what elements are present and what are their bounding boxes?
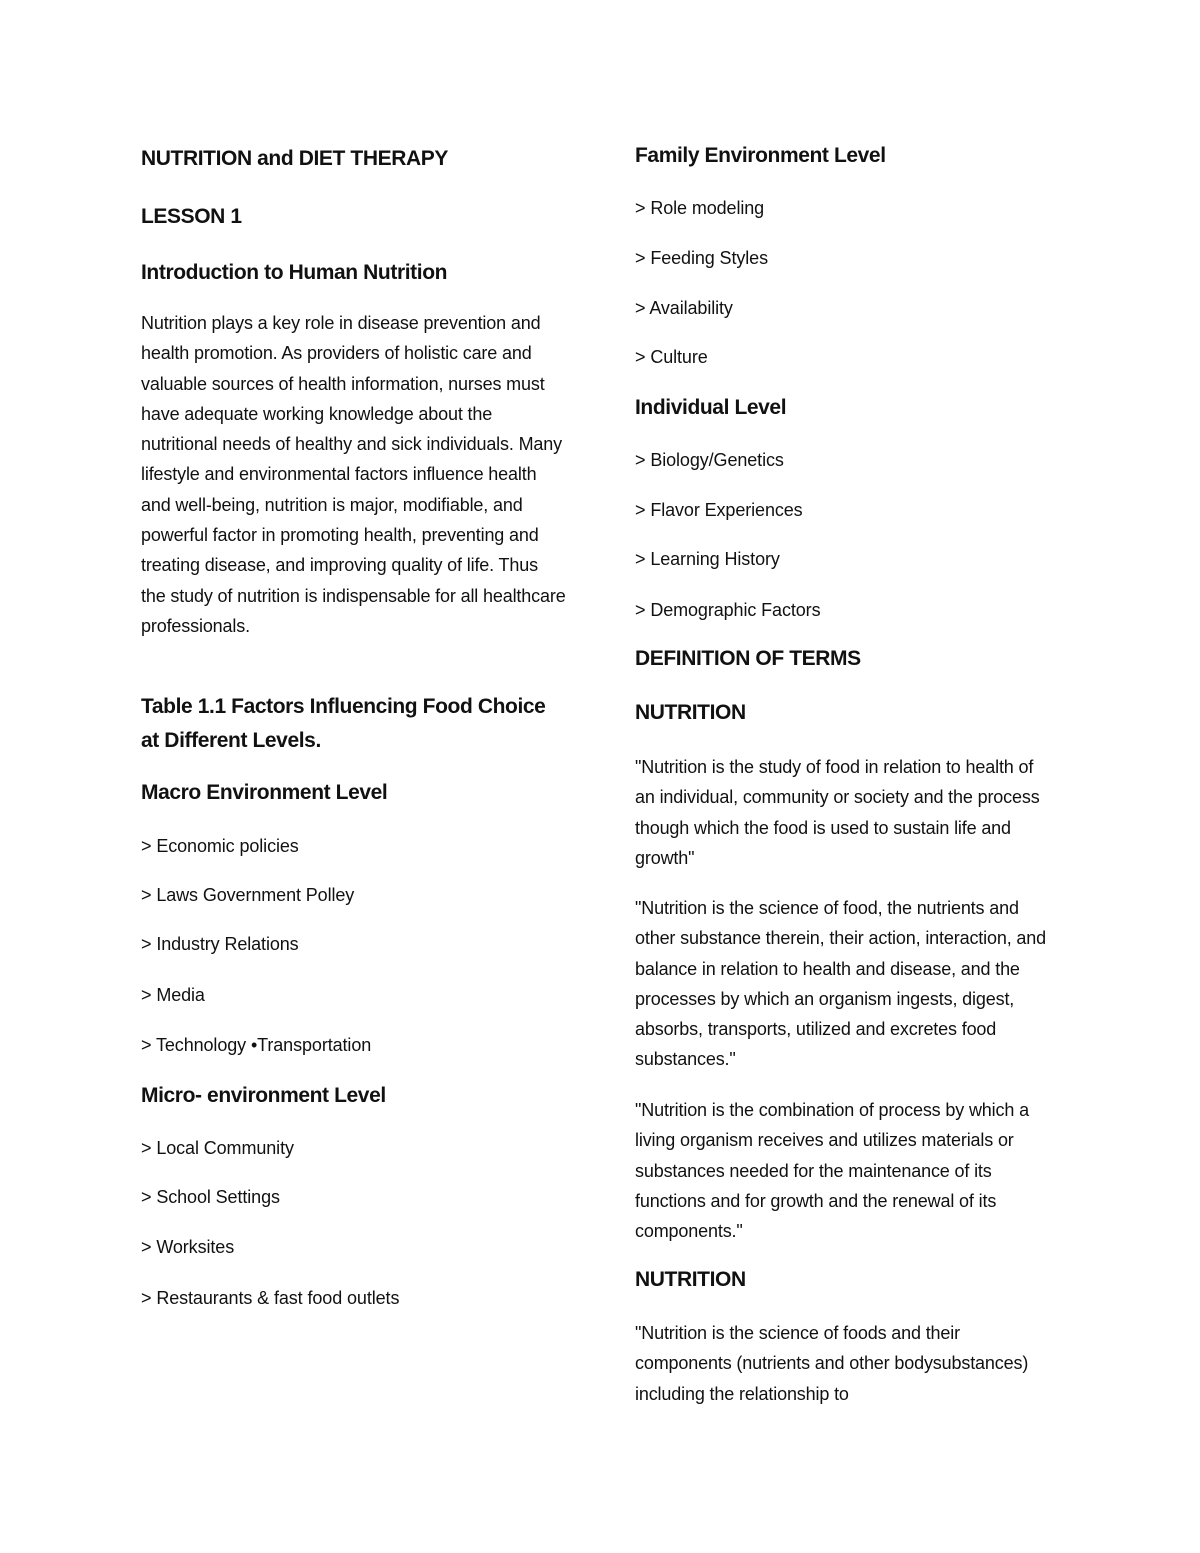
intro-heading: Introduction to Human Nutrition bbox=[141, 261, 448, 284]
family-item: > Availability bbox=[635, 298, 733, 318]
macro-item: > Laws Government Polley bbox=[141, 885, 355, 905]
nutrition-heading: NUTRITION bbox=[635, 1268, 746, 1291]
family-item: > Culture bbox=[635, 347, 708, 367]
intro-paragraph: Nutrition plays a key role in disease prevention and health promotion. As providers of holistic care and valuable sources of health information, nurses must have adequate working knowledge about the nutritional needs of healthy and sick individuals. Many lifestyle and environmental factors influence health and well-being, nutrition is major, modifiable, and powerful factor in promoting health, preventing and treating disease, and improving quality of life. Thus the study of nutrition is indispensable for all healthcare professionals. bbox=[141, 313, 566, 636]
micro-item: > Local Community bbox=[141, 1138, 294, 1158]
lesson-label: LESSON 1 bbox=[141, 205, 242, 228]
individual-item: > Learning History bbox=[635, 549, 780, 569]
macro-item: > Economic policies bbox=[141, 836, 299, 856]
document-title: NUTRITION and DIET THERAPY bbox=[141, 147, 448, 170]
definition-paragraph: "Nutrition is the science of foods and their components (nutrients and other bodysubstances) including the relationship to bbox=[635, 1323, 1029, 1404]
micro-item: > Restaurants & fast food outlets bbox=[141, 1288, 400, 1308]
definition-heading: DEFINITION OF TERMS bbox=[635, 647, 861, 670]
nutrition-heading: NUTRITION bbox=[635, 701, 746, 724]
micro-item: > Worksites bbox=[141, 1237, 235, 1257]
micro-heading: Micro- environment Level bbox=[141, 1084, 386, 1107]
family-heading: Family Environment Level bbox=[635, 144, 886, 167]
macro-item: > Media bbox=[141, 985, 205, 1005]
micro-item: > School Settings bbox=[141, 1187, 280, 1207]
definition-paragraph: "Nutrition is the science of food, the nutrients and other substance therein, their action, interaction, and balance in relation to health and disease, and the processes by which an organism ingests, digest, absorbs, transports, utilized and excretes food substances." bbox=[635, 898, 1047, 1070]
individual-heading: Individual Level bbox=[635, 396, 787, 419]
macro-item: > Technology •Transportation bbox=[141, 1035, 372, 1055]
individual-item: > Biology/Genetics bbox=[635, 450, 784, 470]
family-item: > Feeding Styles bbox=[635, 248, 768, 268]
definition-paragraph: "Nutrition is the study of food in relation to health of an individual, community or society and the process though which the food is used to sustain life and growth" bbox=[635, 757, 1040, 868]
definition-paragraph: "Nutrition is the combination of process by which a living organism receives and utilizes materials or substances needed for the maintenance of its functions and for growth and the renewal of its components." bbox=[635, 1100, 1029, 1242]
individual-item: > Flavor Experiences bbox=[635, 500, 803, 520]
family-item: > Role modeling bbox=[635, 198, 765, 218]
table-heading: Table 1.1 Factors Influencing Food Choice at Different Levels. bbox=[141, 695, 546, 752]
macro-item: > Industry Relations bbox=[141, 934, 299, 954]
macro-heading: Macro Environment Level bbox=[141, 781, 388, 804]
individual-item: > Demographic Factors bbox=[635, 600, 821, 620]
